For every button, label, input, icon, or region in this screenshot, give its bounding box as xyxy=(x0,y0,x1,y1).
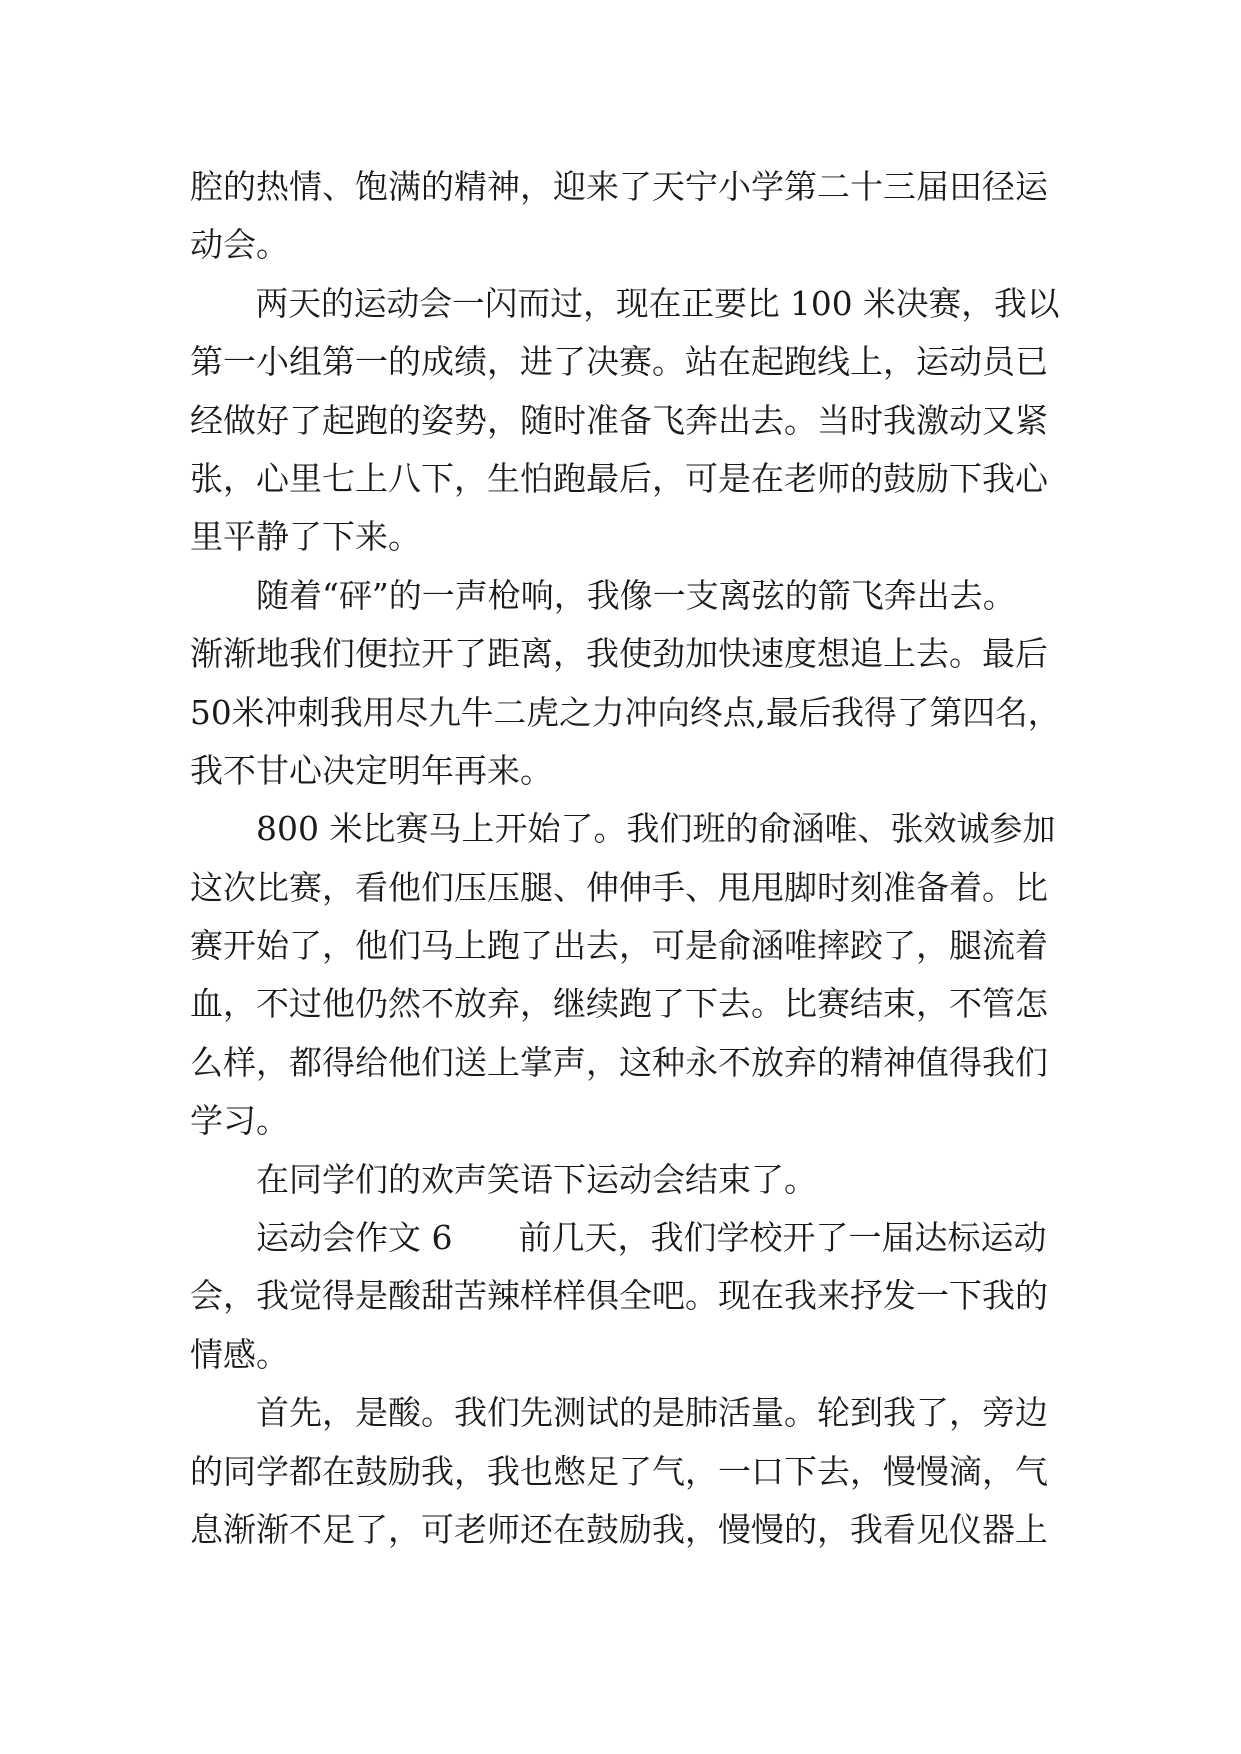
essay-body xyxy=(190,158,1060,1559)
text-line-15: 血，不过他仍然不放弃，继续跑了下去。比赛结束，不管怎 xyxy=(190,984,1048,1024)
text-line-16: 么样，都得给他们送上掌声，这种永不放弃的精神值得我们 xyxy=(190,1042,1048,1082)
text-line-17: 学习。 xyxy=(190,1101,289,1141)
text-line-7: 里平静了下来。 xyxy=(190,517,421,557)
text-line-14: 赛开始了，他们马上跑了出去，可是俞涵唯摔跤了，腿流着 xyxy=(190,926,1048,966)
text-line-3: 两天的运动会一闪而过，现在正要比 100 米决赛，我以 xyxy=(255,283,1060,323)
text-line-19: 运动会作文 6 前几天，我们学校开了一届达标运动 xyxy=(256,1218,1047,1258)
text-line-18: 在同学们的欢声笑语下运动会结束了。 xyxy=(256,1159,817,1199)
text-line-2: 动会。 xyxy=(190,225,289,265)
text-line-23: 的同学都在鼓励我，我也憋足了气，一口下去，慢慢滴，气 xyxy=(190,1451,1048,1491)
text-line-21: 情感。 xyxy=(190,1334,289,1374)
text-line-4: 第一小组第一的成绩，进了决赛。站在起跑线上，运动员已 xyxy=(190,342,1048,382)
text-line-12: 800 米比赛马上开始了。我们班的俞涵唯、张效诚参加 xyxy=(256,809,1056,849)
text-line-6: 张，心里七上八下，生怕跑最后，可是在老师的鼓励下我心 xyxy=(190,458,1048,498)
text-line-8: 随着“砰”的一声枪响，我像一支离弦的箭飞奔出去。 xyxy=(256,575,1016,615)
text-line-11: 我不甘心决定明年再来。 xyxy=(190,750,553,790)
text-line-22: 首先，是酸。我们先测试的是肺活量。轮到我了，旁边 xyxy=(256,1393,1048,1433)
text-line-5: 经做好了起跑的姿势，随时准备飞奔出去。当时我激动又紧 xyxy=(190,400,1048,440)
text-line-9: 渐渐地我们便拉开了距离，我使劲加快速度想追上去。最后 xyxy=(190,634,1048,674)
text-line-1: 腔的热情、饱满的精神，迎来了天宁小学第二十三届田径运 xyxy=(190,167,1048,206)
text-line-20: 会，我觉得是酸甜苦辣样样俱全吧。现在我来抒发一下我的 xyxy=(190,1276,1048,1316)
text-line-13: 这次比赛，看他们压压腿、伸伸手、甩甩脚时刻准备着。比 xyxy=(190,867,1048,907)
text-line-10: 50米冲刺我用尽九牛二虎之力冲向终点,最后我得了第四名， xyxy=(190,692,1061,732)
text-line-24: 息渐渐不足了，可老师还在鼓励我，慢慢的，我看见仪器上 xyxy=(190,1509,1048,1549)
